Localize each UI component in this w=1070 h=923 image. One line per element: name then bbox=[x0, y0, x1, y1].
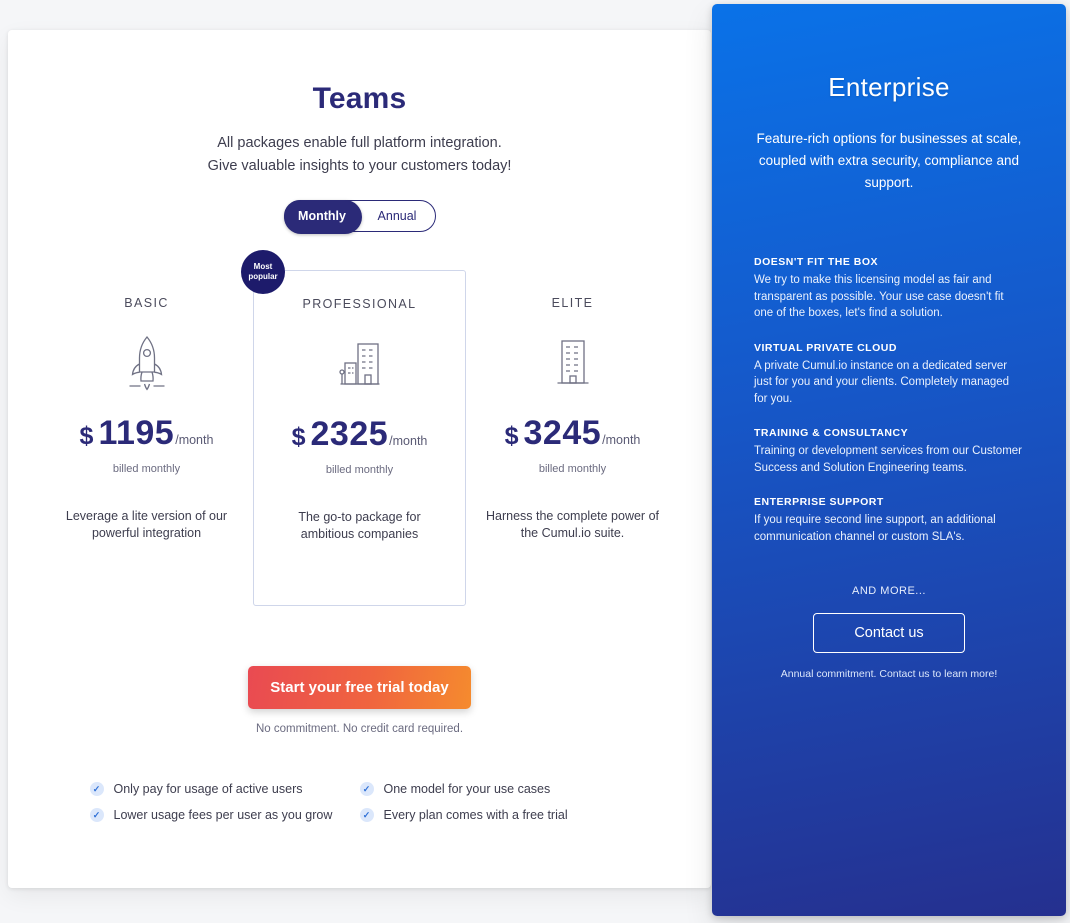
billing-period-toggle[interactable] bbox=[284, 200, 436, 232]
plan-description: The go-to package for ambitious companies bbox=[298, 510, 421, 541]
feature-body: Training or development services from our Customer Success and Solution Engineering teams. bbox=[754, 445, 1023, 474]
feature-heading: DOESN'T FIT THE BOX bbox=[754, 256, 879, 268]
price-period: /month bbox=[602, 433, 641, 447]
list-item bbox=[90, 782, 360, 796]
office-buildings-icon bbox=[254, 325, 465, 401]
page-subtitle-line-2: Give valuable insights to your customers today! bbox=[207, 158, 512, 174]
plan-billing-note: billed monthly bbox=[325, 464, 394, 476]
teams-pricing-panel bbox=[8, 30, 711, 888]
enterprise-subtitle: Feature-rich options for businesses at scale, coupled with extra security, compliance and support. bbox=[756, 131, 1022, 190]
plan-name: BASIC bbox=[124, 296, 169, 310]
feature-heading: ENTERPRISE SUPPORT bbox=[754, 496, 884, 508]
price-currency: $ bbox=[291, 423, 306, 451]
skyscraper-icon bbox=[466, 324, 679, 400]
contact-us-button[interactable]: Contact us bbox=[813, 613, 965, 653]
price-period: /month bbox=[389, 434, 428, 448]
plan-price bbox=[466, 414, 679, 453]
price-currency: $ bbox=[504, 422, 519, 450]
plan-card-list bbox=[8, 262, 711, 606]
plan-card-elite[interactable] bbox=[466, 270, 679, 542]
plan-name: ELITE bbox=[551, 296, 594, 310]
feature-heading: TRAINING & CONSULTANCY bbox=[754, 427, 909, 439]
price-amount: 3245 bbox=[523, 414, 602, 452]
list-item bbox=[360, 808, 630, 822]
feature-body: If you require second line support, an additional communication channel or custom SLA's. bbox=[754, 514, 996, 543]
list-item-label: Lower usage fees per user as you grow bbox=[113, 808, 333, 822]
rocket-icon bbox=[40, 324, 253, 400]
enterprise-panel bbox=[712, 4, 1066, 916]
list-item-label: Only pay for usage of active users bbox=[113, 782, 303, 796]
plan-card-basic[interactable] bbox=[40, 270, 253, 542]
price-amount: 1195 bbox=[98, 414, 175, 452]
plan-card-professional[interactable] bbox=[253, 270, 466, 606]
list-item bbox=[90, 808, 360, 822]
price-period: /month bbox=[175, 433, 214, 447]
most-popular-badge-line-1: Most bbox=[253, 262, 273, 271]
list-item-label: Every plan comes with a free trial bbox=[383, 808, 568, 822]
plan-description: Leverage a lite version of our powerful integration bbox=[65, 509, 228, 540]
plan-billing-note: billed monthly bbox=[112, 463, 181, 475]
most-popular-badge bbox=[241, 250, 285, 294]
enterprise-feature-virtual-private-cloud bbox=[754, 342, 1024, 408]
enterprise-feature-training-and-consultancy bbox=[754, 427, 1024, 476]
cta-section bbox=[8, 666, 711, 735]
page-subtitle bbox=[8, 132, 711, 178]
enterprise-title: Enterprise bbox=[828, 72, 950, 102]
benefits-checklist bbox=[90, 782, 630, 834]
plan-price bbox=[254, 415, 465, 454]
contact-note: Annual commitment. Contact us to learn more! bbox=[780, 668, 998, 680]
plan-price bbox=[40, 414, 253, 453]
start-free-trial-button[interactable]: Start your free trial today bbox=[248, 666, 470, 709]
price-amount: 2325 bbox=[310, 415, 389, 453]
enterprise-feature-doesnt-fit-the-box bbox=[754, 256, 1024, 322]
toggle-option-monthly[interactable]: Monthly bbox=[298, 209, 346, 223]
enterprise-feature-enterprise-support bbox=[754, 496, 1024, 545]
plan-description: Harness the complete power of the Cumul.io suite. bbox=[485, 509, 659, 540]
and-more-label: AND MORE... bbox=[852, 585, 926, 597]
check-icon: ✓ bbox=[90, 808, 104, 822]
list-item bbox=[360, 782, 630, 796]
list-item-label: One model for your use cases bbox=[383, 782, 551, 796]
check-icon: ✓ bbox=[90, 782, 104, 796]
plan-name: PROFESSIONAL bbox=[302, 297, 417, 311]
plan-billing-note: billed monthly bbox=[538, 463, 607, 475]
feature-body: We try to make this licensing model as fair and transparent as possible. Your use case doesn't fit one of the boxes, let's find a solution. bbox=[754, 274, 1004, 319]
check-icon: ✓ bbox=[360, 782, 374, 796]
cta-note: No commitment. No credit card required. bbox=[255, 723, 464, 735]
price-currency: $ bbox=[79, 422, 94, 450]
page-subtitle-line-1: All packages enable full platform integration. bbox=[217, 135, 502, 151]
toggle-option-annual[interactable]: Annual bbox=[377, 209, 417, 223]
feature-heading: VIRTUAL PRIVATE CLOUD bbox=[754, 341, 897, 354]
most-popular-badge-line-2: popular bbox=[248, 272, 278, 281]
page-title: Teams bbox=[312, 82, 407, 115]
enterprise-feature-list bbox=[754, 256, 1024, 545]
feature-body: A private Cumul.io instance on a dedicated server just for you and your clients. Completely managed for you. bbox=[754, 359, 1010, 405]
check-icon: ✓ bbox=[360, 808, 374, 822]
